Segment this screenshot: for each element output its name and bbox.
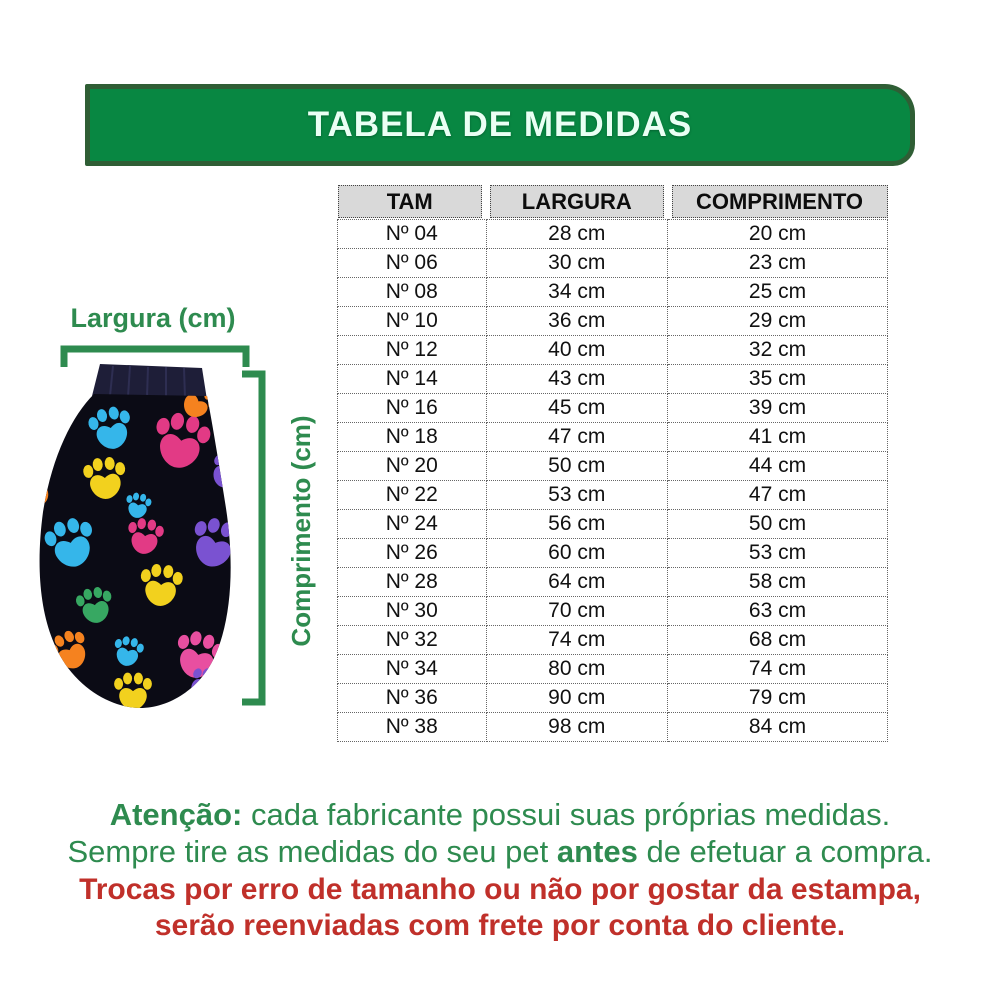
table-cell: Nº 36 <box>338 684 487 713</box>
col-header-comprimento: COMPRIMENTO <box>668 185 888 220</box>
table-cell: Nº 06 <box>338 249 487 278</box>
warning-line2: serão reenviadas com frete por conta do cliente. <box>154 909 846 942</box>
size-table <box>337 185 888 742</box>
table-cell: 53 cm <box>486 481 668 510</box>
table-cell: Nº 10 <box>338 307 487 336</box>
attention-text: cada fabricante possui suas próprias medidas. <box>242 797 891 832</box>
table-cell: 53 cm <box>668 539 888 568</box>
table-cell: Nº 30 <box>338 597 487 626</box>
table-cell: Nº 22 <box>338 481 487 510</box>
table-cell: Nº 34 <box>338 655 487 684</box>
table-cell: 60 cm <box>486 539 668 568</box>
table-cell: 80 cm <box>486 655 668 684</box>
col-header-tam: TAM <box>338 185 487 220</box>
length-label: Comprimento (cm) <box>286 415 316 647</box>
table-cell: 32 cm <box>668 336 888 365</box>
attention-label: Atenção: <box>109 797 243 832</box>
page-title: TABELA DE MEDIDAS <box>307 105 693 144</box>
table-row <box>338 713 888 742</box>
table-cell: 20 cm <box>668 220 888 249</box>
table-cell: 35 cm <box>668 365 888 394</box>
product-photo-paw-sweater <box>28 364 240 710</box>
table-row <box>338 278 888 307</box>
table-row <box>338 365 888 394</box>
table-row <box>338 597 888 626</box>
width-label: Largura (cm) <box>70 303 236 333</box>
table-cell: Nº 32 <box>338 626 487 655</box>
table-row <box>338 655 888 684</box>
warning-line1: Trocas por erro de tamanho ou não por gostar da estampa, <box>79 873 921 906</box>
attention-note-line2 <box>0 834 1000 870</box>
table-row <box>338 452 888 481</box>
table-cell: Nº 04 <box>338 220 487 249</box>
table-cell: 64 cm <box>486 568 668 597</box>
table-cell: Nº 28 <box>338 568 487 597</box>
table-cell: 56 cm <box>486 510 668 539</box>
measure-advice-pre: Sempre tire as medidas do seu pet <box>67 834 557 869</box>
table-cell: Nº 14 <box>338 365 487 394</box>
table-cell: 68 cm <box>668 626 888 655</box>
table-cell: 41 cm <box>668 423 888 452</box>
table-cell: 74 cm <box>668 655 888 684</box>
title-banner <box>85 84 915 166</box>
table-cell: 84 cm <box>668 713 888 742</box>
table-cell: Nº 20 <box>338 452 487 481</box>
measure-advice-post: de efetuar a compra. <box>637 834 933 869</box>
table-body <box>338 220 888 742</box>
table-cell: 43 cm <box>486 365 668 394</box>
table-cell: 25 cm <box>668 278 888 307</box>
table-cell: 47 cm <box>486 423 668 452</box>
table-cell: 50 cm <box>668 510 888 539</box>
table-cell: 70 cm <box>486 597 668 626</box>
table-cell: 50 cm <box>486 452 668 481</box>
table-cell: 63 cm <box>668 597 888 626</box>
length-bracket <box>236 365 270 709</box>
attention-note-line1 <box>0 797 1000 833</box>
table-cell: 28 cm <box>486 220 668 249</box>
table-cell: 34 cm <box>486 278 668 307</box>
table-row <box>338 336 888 365</box>
table-row <box>338 568 888 597</box>
table-cell: 47 cm <box>668 481 888 510</box>
table-cell: 98 cm <box>486 713 668 742</box>
table-cell: 23 cm <box>668 249 888 278</box>
table-cell: 29 cm <box>668 307 888 336</box>
table-cell: 74 cm <box>486 626 668 655</box>
table-row <box>338 394 888 423</box>
table-row <box>338 481 888 510</box>
table-cell: 79 cm <box>668 684 888 713</box>
table-cell: Nº 38 <box>338 713 487 742</box>
table-header-row <box>338 185 888 220</box>
table-cell: 40 cm <box>486 336 668 365</box>
table-cell: 58 cm <box>668 568 888 597</box>
table-cell: 44 cm <box>668 452 888 481</box>
col-header-largura: LARGURA <box>486 185 668 220</box>
table-cell: 90 cm <box>486 684 668 713</box>
table-row <box>338 249 888 278</box>
table-cell: Nº 08 <box>338 278 487 307</box>
table-cell: Nº 18 <box>338 423 487 452</box>
table-cell: 39 cm <box>668 394 888 423</box>
table-cell: 30 cm <box>486 249 668 278</box>
table-cell: 45 cm <box>486 394 668 423</box>
table-row <box>338 307 888 336</box>
table-cell: Nº 26 <box>338 539 487 568</box>
table-cell: Nº 16 <box>338 394 487 423</box>
table-cell: Nº 12 <box>338 336 487 365</box>
table-row <box>338 510 888 539</box>
table-row <box>338 423 888 452</box>
measure-advice-bold: antes <box>556 834 638 869</box>
table-row <box>338 220 888 249</box>
table-row <box>338 539 888 568</box>
table-row <box>338 626 888 655</box>
table-cell: 36 cm <box>486 307 668 336</box>
table-row <box>338 684 888 713</box>
table-cell: Nº 24 <box>338 510 487 539</box>
